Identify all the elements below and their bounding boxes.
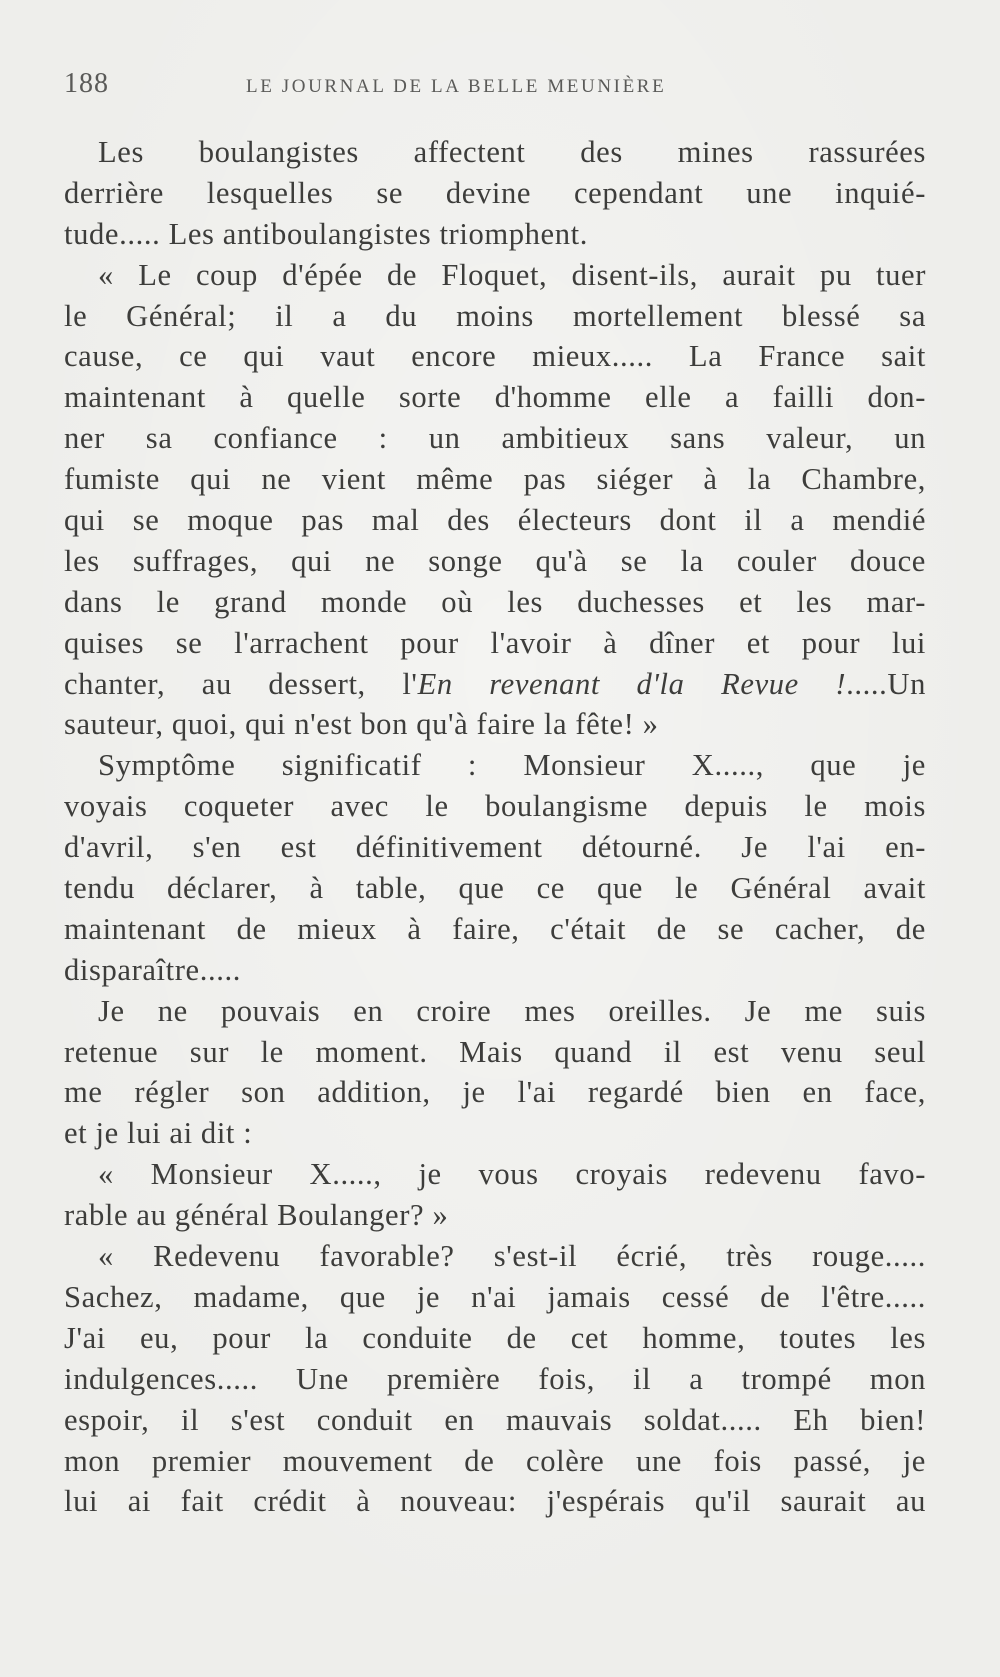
- body-text: [64, 132, 926, 1522]
- text-line: tude..... Les antiboulangistes triomphent.: [64, 216, 588, 251]
- text-line: les suffrages, qui ne songe qu'à se la couler douce: [64, 543, 926, 578]
- text-line: chanter, au dessert, l'En revenant d'la Revue !.....Un: [64, 666, 926, 701]
- text-line: cause, ce qui vaut encore mieux..... La France sait: [64, 339, 926, 374]
- text-line: « Redevenu favorable? s'est-il écrié, très rouge.....: [98, 1239, 926, 1274]
- text-line: disparaître.....: [64, 952, 241, 987]
- text-line: dans le grand monde où les duchesses et les mar-: [64, 584, 926, 619]
- text-line: d'avril, s'en est définitivement détourné. Je l'ai en-: [64, 830, 926, 865]
- text-line: quises se l'arrachent pour l'avoir à dîner et pour lui: [64, 625, 926, 660]
- text-line: fumiste qui ne vient même pas siéger à la Chambre,: [64, 462, 926, 497]
- text-line: rable au général Boulanger? »: [64, 1198, 449, 1233]
- text-line: Je ne pouvais en croire mes oreilles. Je me suis: [98, 993, 926, 1028]
- text-line: « Le coup d'épée de Floquet, disent-ils, aurait pu tuer: [98, 257, 926, 292]
- text-line: voyais coqueter avec le boulangisme depuis le mois: [64, 789, 926, 824]
- running-title: LE JOURNAL DE LA BELLE MEUNIÈRE: [246, 76, 667, 97]
- text-line: sauteur, quoi, qui n'est bon qu'à faire la fête! »: [64, 707, 659, 742]
- text-line: le Général; il a du moins mortellement blessé sa: [64, 298, 926, 333]
- text-line: lui ai fait crédit à nouveau: j'espérais qu'il saurait au: [64, 1484, 926, 1519]
- text-line: Symptôme significatif : Monsieur X....., que je: [98, 748, 926, 783]
- text-line: derrière lesquelles se devine cependant une inquié-: [64, 175, 926, 210]
- text-line: J'ai eu, pour la conduite de cet homme, toutes les: [64, 1320, 926, 1355]
- text-line: qui se moque pas mal des électeurs dont il a mendié: [64, 503, 926, 538]
- text-line: indulgences..... Une première fois, il a trompé mon: [64, 1361, 926, 1396]
- song-title: En revenant d'la Revue !: [417, 666, 847, 701]
- page-header: [64, 68, 934, 104]
- text-line: tendu déclarer, à table, que ce que le Général avait: [64, 871, 926, 906]
- page-number: 188: [64, 68, 109, 99]
- text-line: retenue sur le moment. Mais quand il est venu seul: [64, 1034, 926, 1069]
- text-line: et je lui ai dit :: [64, 1116, 253, 1151]
- text-line: Sachez, madame, que je n'ai jamais cessé de l'être.....: [64, 1279, 926, 1314]
- text-line: mon premier mouvement de colère une fois passé, je: [64, 1443, 926, 1478]
- text-line: Les boulangistes affectent des mines rassurées: [98, 135, 926, 169]
- text-line: maintenant à quelle sorte d'homme elle a failli don-: [64, 380, 926, 415]
- text-line: maintenant de mieux à faire, c'était de se cacher, de: [64, 911, 926, 946]
- text-line: ner sa confiance : un ambitieux sans valeur, un: [64, 421, 926, 456]
- text-line: « Monsieur X....., je vous croyais redevenu favo-: [98, 1157, 926, 1192]
- text-line: espoir, il s'est conduit en mauvais soldat..... Eh bien!: [64, 1402, 926, 1437]
- text-line: me régler son addition, je l'ai regardé bien en face,: [64, 1075, 926, 1110]
